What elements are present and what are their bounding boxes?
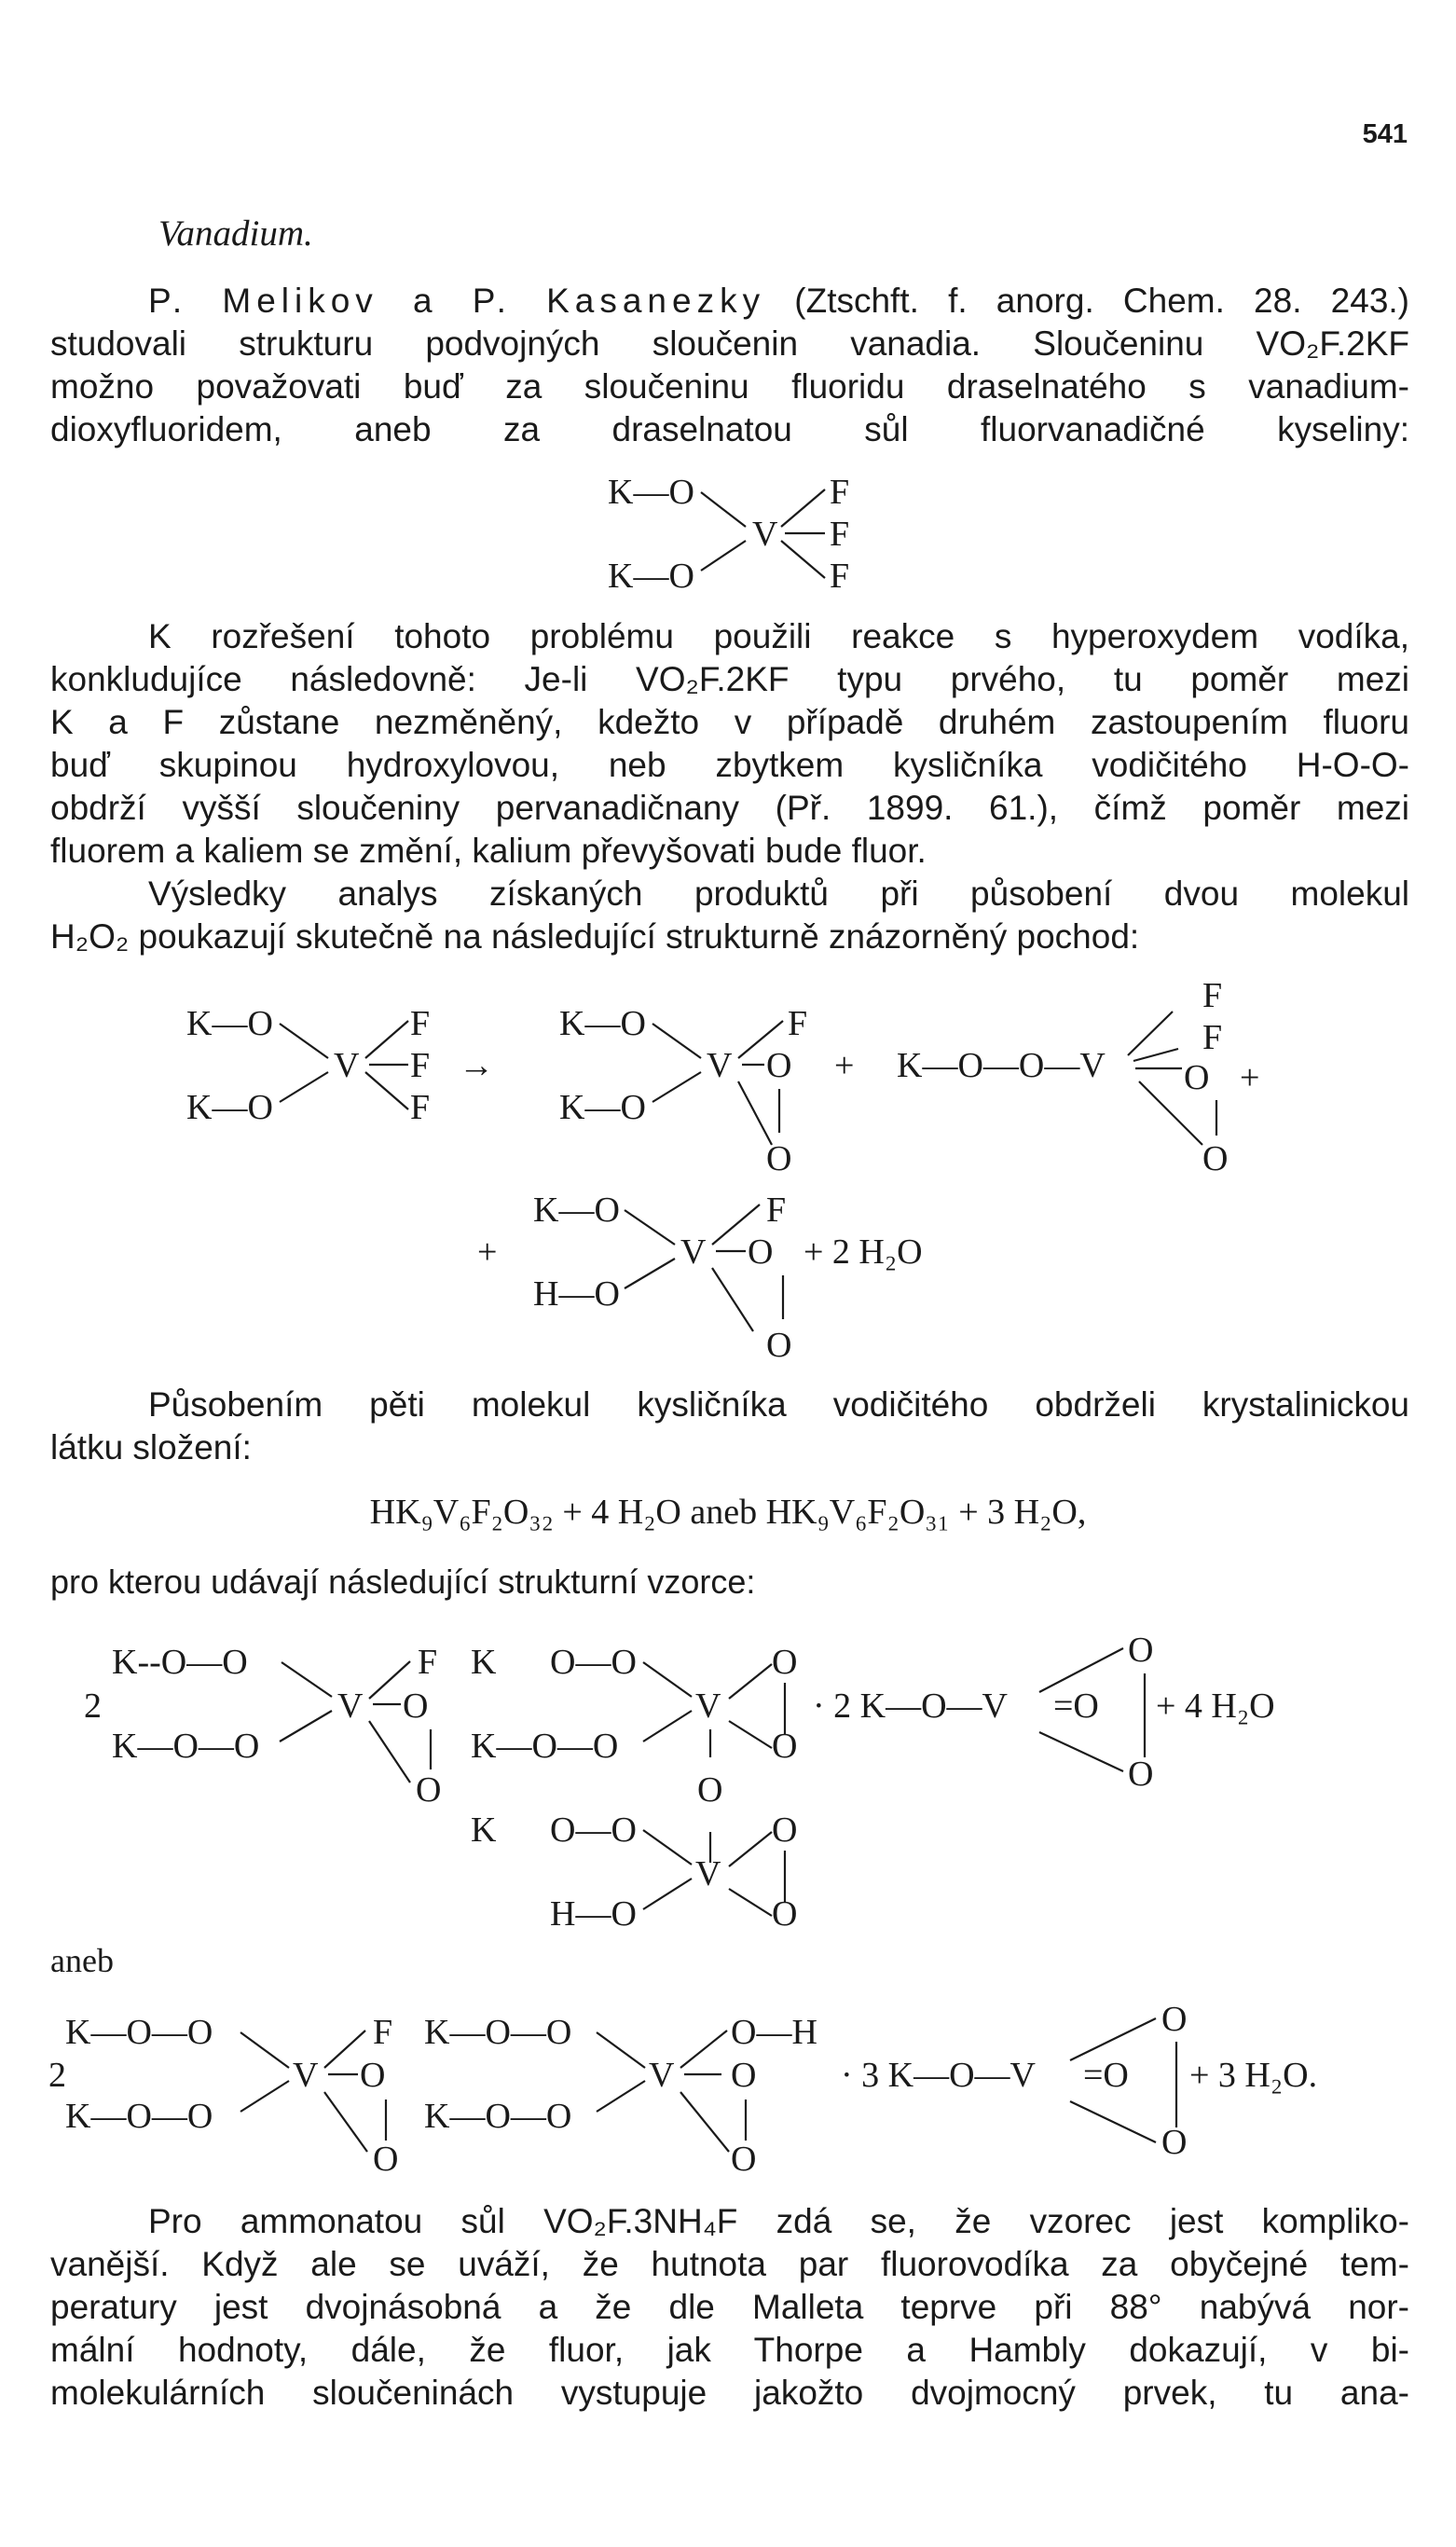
- paragraph-line: vanější. Když ale se uváží, že hutnota par fluorovodíka za obyčejné tem-: [50, 2245, 1409, 2283]
- formula-text: H—O: [533, 1274, 620, 1314]
- aneb-label: aneb: [50, 1942, 114, 1979]
- fluorine-atom: F: [410, 1004, 431, 1043]
- oxygen-atom: O: [772, 1727, 798, 1766]
- page-number: 541: [1362, 119, 1408, 149]
- oxygen-atom: O: [1161, 2000, 1188, 2039]
- formula-text: =O: [1053, 1687, 1099, 1726]
- formula-text: O—H: [731, 2013, 817, 2052]
- formula-text: K—O—O: [112, 1727, 260, 1766]
- paragraph-line: Pro ammonatou sůl VO₂F.3NH₄F zdá se, že vzorec jest kompliko-: [148, 2202, 1409, 2240]
- formula-text: · 2 K—O—V: [813, 1687, 1008, 1726]
- oxygen-atom: O: [766, 1326, 792, 1365]
- paragraph-line: dioxyfluoridem, aneb za draselnatou sůl fluorvanadičné kyseliny:: [50, 410, 1409, 448]
- vanadium-atom: V: [337, 1687, 364, 1726]
- plus-sign: +: [834, 1046, 855, 1085]
- authors: P. Melikov a P. Kasanezky: [148, 282, 766, 320]
- fluorine-atom: F: [766, 1191, 787, 1230]
- oxygen-atom: O: [403, 1687, 429, 1726]
- formula-text: K—O—O: [471, 1727, 619, 1766]
- oxygen-atom: O: [772, 1894, 798, 1934]
- fluorine-atom: F: [830, 557, 850, 596]
- formula-text: + 4 H₂O: [1156, 1687, 1275, 1726]
- formula-text: K—O: [559, 1004, 646, 1043]
- formula-text: =O: [1083, 2056, 1129, 2095]
- section-title: Vanadium.: [158, 213, 313, 254]
- formula-text: K—O: [608, 557, 694, 596]
- formula-text: K—O: [186, 1088, 273, 1127]
- oxygen-atom: O: [772, 1643, 798, 1682]
- fluorine-atom: F: [1202, 1018, 1223, 1057]
- vanadium-atom: V: [695, 1854, 721, 1893]
- oxygen-atom: O: [731, 2056, 757, 2095]
- fluorine-atom: F: [410, 1046, 431, 1085]
- paragraph-line: Působením pěti molekul kysličníka vodičitého obdrželi krystalinickou: [148, 1385, 1409, 1424]
- vanadium-atom: V: [649, 2056, 675, 2095]
- vanadium-atom: V: [334, 1046, 360, 1085]
- potassium-atom: K: [471, 1810, 497, 1850]
- formula-intro: pro kterou udávají následující strukturní vzorce:: [50, 1563, 756, 1601]
- vanadium-atom: V: [293, 2056, 319, 2095]
- formula-text: O—O: [550, 1643, 637, 1682]
- oxygen-atom: O: [373, 2140, 399, 2179]
- paragraph-line: fluorem a kaliem se změní, kalium převyšovati bude fluor.: [50, 832, 927, 870]
- paragraph-line: konkludujíce následovně: Je-li VO₂F.2KF typu prvého, tu poměr mezi: [50, 660, 1409, 698]
- formula-text: H—O: [550, 1894, 637, 1934]
- plus-sign: +: [477, 1232, 498, 1272]
- vanadium-atom: V: [695, 1687, 721, 1726]
- oxygen-atom: O: [1161, 2123, 1188, 2162]
- fluorine-atom: F: [418, 1643, 438, 1682]
- formula-text: + 2 H₂O: [804, 1232, 923, 1272]
- vanadium-atom: V: [707, 1046, 733, 1085]
- paragraph-line: H₂O₂ poukazují skutečně na následující strukturně znázorněný pochod:: [50, 917, 1140, 956]
- formula-text: K—O: [559, 1088, 646, 1127]
- oxygen-atom: O: [1184, 1058, 1210, 1097]
- formula-text: K--O—O: [112, 1643, 248, 1682]
- formula-text: K—O: [186, 1004, 273, 1043]
- paragraph-line: mální hodnoty, dále, že fluor, jak Thorpe a Hambly dokazují, v bi-: [50, 2331, 1409, 2369]
- oxygen-atom: O: [731, 2140, 757, 2179]
- paragraph-line: buď skupinou hydroxylovou, neb zbytkem kysličníka vodičitého H-O-O-: [50, 746, 1409, 784]
- coefficient: 2: [48, 2056, 66, 2095]
- vanadium-atom: V: [752, 515, 778, 554]
- fluorine-atom: F: [373, 2013, 393, 2052]
- vanadium-atom: V: [680, 1232, 707, 1272]
- paragraph-line: peratury jest dvojnásobná a že dle Malleta teprve při 88° nabývá nor-: [50, 2288, 1409, 2326]
- oxygen-atom: O: [360, 2056, 386, 2095]
- paragraph-line: K rozřešení tohoto problému použili reakce s hyperoxydem vodíka,: [148, 617, 1409, 655]
- formula-text: K—O: [608, 473, 694, 512]
- fluorine-atom: F: [830, 473, 850, 512]
- potassium-atom: K: [471, 1643, 497, 1682]
- paragraph-line: studovali strukturu podvojných sloučenin vanadia. Sloučeninu VO₂F.2KF: [50, 324, 1409, 363]
- fluorine-atom: F: [410, 1088, 431, 1127]
- reaction-arrow: →: [459, 1046, 494, 1085]
- formula-text: K—O: [533, 1191, 620, 1230]
- oxygen-atom: O: [1128, 1755, 1154, 1794]
- paragraph-line: molekulárních sloučeninách vystupuje jakožto dvojmocný prvek, tu ana-: [50, 2374, 1409, 2412]
- paragraph-line: Výsledky analys získaných produktů při působení dvou molekul: [148, 874, 1409, 913]
- oxygen-atom: O: [697, 1770, 723, 1810]
- formula-text: · 3 K—O—V: [841, 2056, 1036, 2095]
- formula-text: K—O—O: [424, 2013, 572, 2052]
- paragraph-line: látku složení:: [50, 1428, 252, 1466]
- formula-text: K—O—O—V: [897, 1046, 1106, 1085]
- oxygen-atom: O: [1128, 1631, 1154, 1670]
- oxygen-atom: O: [766, 1139, 792, 1178]
- paragraph-line: možno považovati buď za sloučeninu fluoridu draselnatého s vanadium-: [50, 367, 1409, 406]
- formula-text: + 3 H₂O.: [1189, 2056, 1318, 2095]
- oxygen-atom: O: [1202, 1139, 1229, 1178]
- formula-text: K—O—O: [65, 2097, 213, 2136]
- coefficient: 2: [84, 1687, 102, 1726]
- composition-formula: HK₉V₆F₂O₃₂ + 4 H₂O aneb HK₉V₆F₂O₃₁ + 3 H₂O,: [369, 1493, 1087, 1532]
- formula-text: K—O—O: [424, 2097, 572, 2136]
- oxygen-atom: O: [772, 1810, 798, 1850]
- formula-text: K—O—O: [65, 2013, 213, 2052]
- paragraph-ammonium-salt: [50, 2200, 1409, 2415]
- paragraph-line: K a F zůstane nezměněný, kdežto v případě druhém zastoupením fluoru: [50, 703, 1409, 741]
- citation: (Ztschft. f. anorg. Chem. 28. 243.): [765, 282, 1410, 320]
- oxygen-atom: O: [416, 1770, 442, 1810]
- formula-text: O—O: [550, 1810, 637, 1850]
- paragraph-line: obdrží vyšší sloučeniny pervanadičnany (Př. 1899. 61.), čímž poměr mezi: [50, 789, 1409, 827]
- fluorine-atom: F: [830, 515, 850, 554]
- fluorine-atom: F: [1202, 976, 1223, 1015]
- oxygen-atom: O: [766, 1046, 792, 1085]
- oxygen-atom: O: [748, 1232, 774, 1272]
- plus-sign: +: [1240, 1058, 1260, 1097]
- fluorine-atom: F: [788, 1004, 808, 1043]
